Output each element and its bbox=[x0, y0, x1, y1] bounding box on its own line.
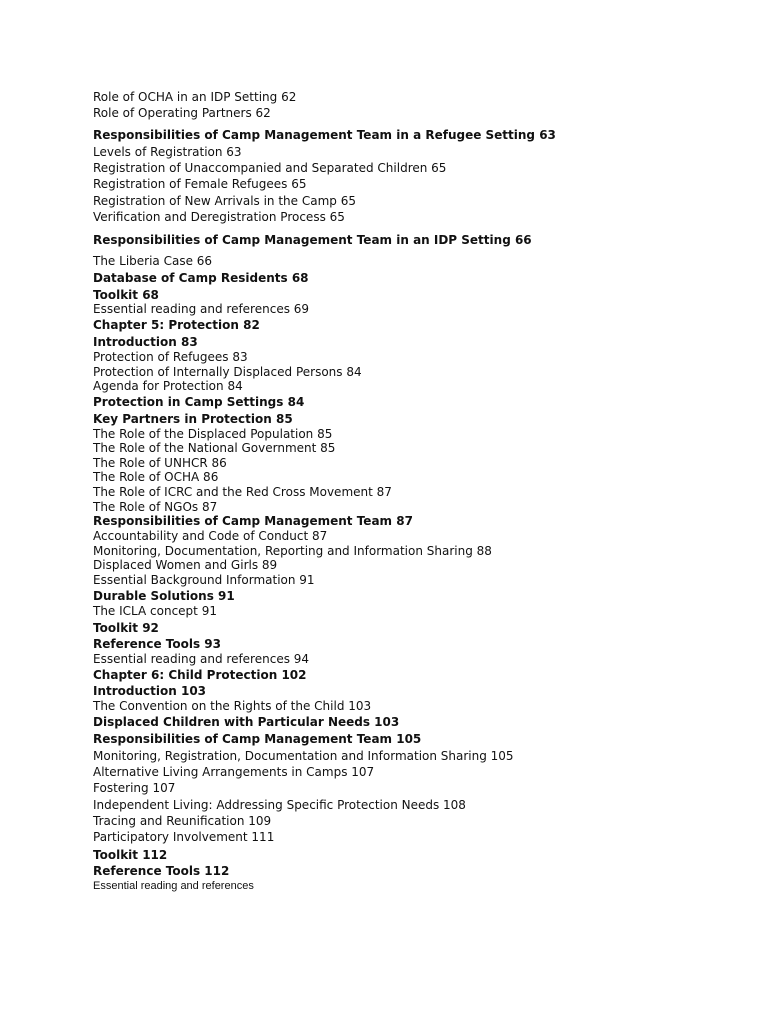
toc-entry: Protection of Refugees 83 bbox=[93, 350, 248, 364]
toc-heading: Database of Camp Residents 68 bbox=[93, 271, 309, 285]
toc-entry: Role of OCHA in an IDP Setting 62 bbox=[93, 90, 297, 104]
toc-heading: Toolkit 68 bbox=[93, 288, 159, 302]
toc-heading: Responsibilities of Camp Management Team in a Refugee Setting 63 bbox=[93, 128, 556, 142]
toc-entry: Agenda for Protection 84 bbox=[93, 379, 243, 393]
toc-heading: Key Partners in Protection 85 bbox=[93, 412, 293, 426]
toc-heading: Reference Tools 112 bbox=[93, 864, 230, 878]
toc-heading: Chapter 6: Child Protection 102 bbox=[93, 668, 307, 682]
toc-entry: Independent Living: Addressing Specific Protection Needs 108 bbox=[93, 798, 466, 812]
toc-entry: Tracing and Reunification 109 bbox=[93, 814, 272, 828]
toc-entry: Monitoring, Registration, Documentation and Information Sharing 105 bbox=[93, 749, 514, 763]
toc-entry: Protection of Internally Displaced Persons 84 bbox=[93, 365, 362, 379]
toc-entry: Alternative Living Arrangements in Camps 107 bbox=[93, 765, 375, 779]
toc-heading: Reference Tools 93 bbox=[93, 637, 221, 651]
toc-entry: Registration of Unaccompanied and Separated Children 65 bbox=[93, 161, 447, 175]
toc-heading: Toolkit 112 bbox=[93, 848, 168, 862]
toc-entry: Monitoring, Documentation, Reporting and Information Sharing 88 bbox=[93, 544, 492, 558]
toc-entry: Levels of Registration 63 bbox=[93, 145, 242, 159]
toc-entry: The Role of the National Government 85 bbox=[93, 441, 336, 455]
toc-heading: Responsibilities of Camp Management Team 87 bbox=[93, 514, 413, 528]
toc-entry: The Role of OCHA 86 bbox=[93, 470, 219, 484]
toc-entry: The Role of ICRC and the Red Cross Movement 87 bbox=[93, 485, 392, 499]
toc-entry: The Role of UNHCR 86 bbox=[93, 456, 227, 470]
toc-entry: Registration of Female Refugees 65 bbox=[93, 177, 307, 191]
toc-entry: Essential reading and references 94 bbox=[93, 652, 310, 666]
toc-heading: Chapter 5: Protection 82 bbox=[93, 318, 260, 332]
toc-heading: Displaced Children with Particular Needs 103 bbox=[93, 715, 400, 729]
toc-heading: Introduction 103 bbox=[93, 684, 207, 698]
toc-entry: Registration of New Arrivals in the Camp 65 bbox=[93, 194, 356, 208]
toc-heading: Introduction 83 bbox=[93, 335, 198, 349]
toc-heading: Protection in Camp Settings 84 bbox=[93, 395, 305, 409]
toc-entry: Role of Operating Partners 62 bbox=[93, 106, 271, 120]
toc-entry: Fostering 107 bbox=[93, 781, 176, 795]
toc-entry: The Role of NGOs 87 bbox=[93, 500, 218, 514]
toc-entry: Essential Background Information 91 bbox=[93, 573, 315, 587]
toc-entry: Essential reading and references bbox=[93, 880, 254, 892]
toc-entry: The Convention on the Rights of the Child 103 bbox=[93, 699, 372, 713]
toc-entry: Essential reading and references 69 bbox=[93, 302, 310, 316]
toc-heading: Responsibilities of Camp Management Team 105 bbox=[93, 732, 422, 746]
toc-entry: The Role of the Displaced Population 85 bbox=[93, 427, 333, 441]
toc-heading: Durable Solutions 91 bbox=[93, 589, 235, 603]
toc-entry: Accountability and Code of Conduct 87 bbox=[93, 529, 328, 543]
toc-entry: The Liberia Case 66 bbox=[93, 254, 213, 268]
toc-entry: Displaced Women and Girls 89 bbox=[93, 558, 278, 572]
toc-entry: The ICLA concept 91 bbox=[93, 604, 217, 618]
toc-entry: Participatory Involvement 111 bbox=[93, 830, 275, 844]
toc-heading: Toolkit 92 bbox=[93, 621, 159, 635]
toc-heading: Responsibilities of Camp Management Team in an IDP Setting 66 bbox=[93, 233, 532, 247]
toc-entry: Verification and Deregistration Process 65 bbox=[93, 210, 345, 224]
